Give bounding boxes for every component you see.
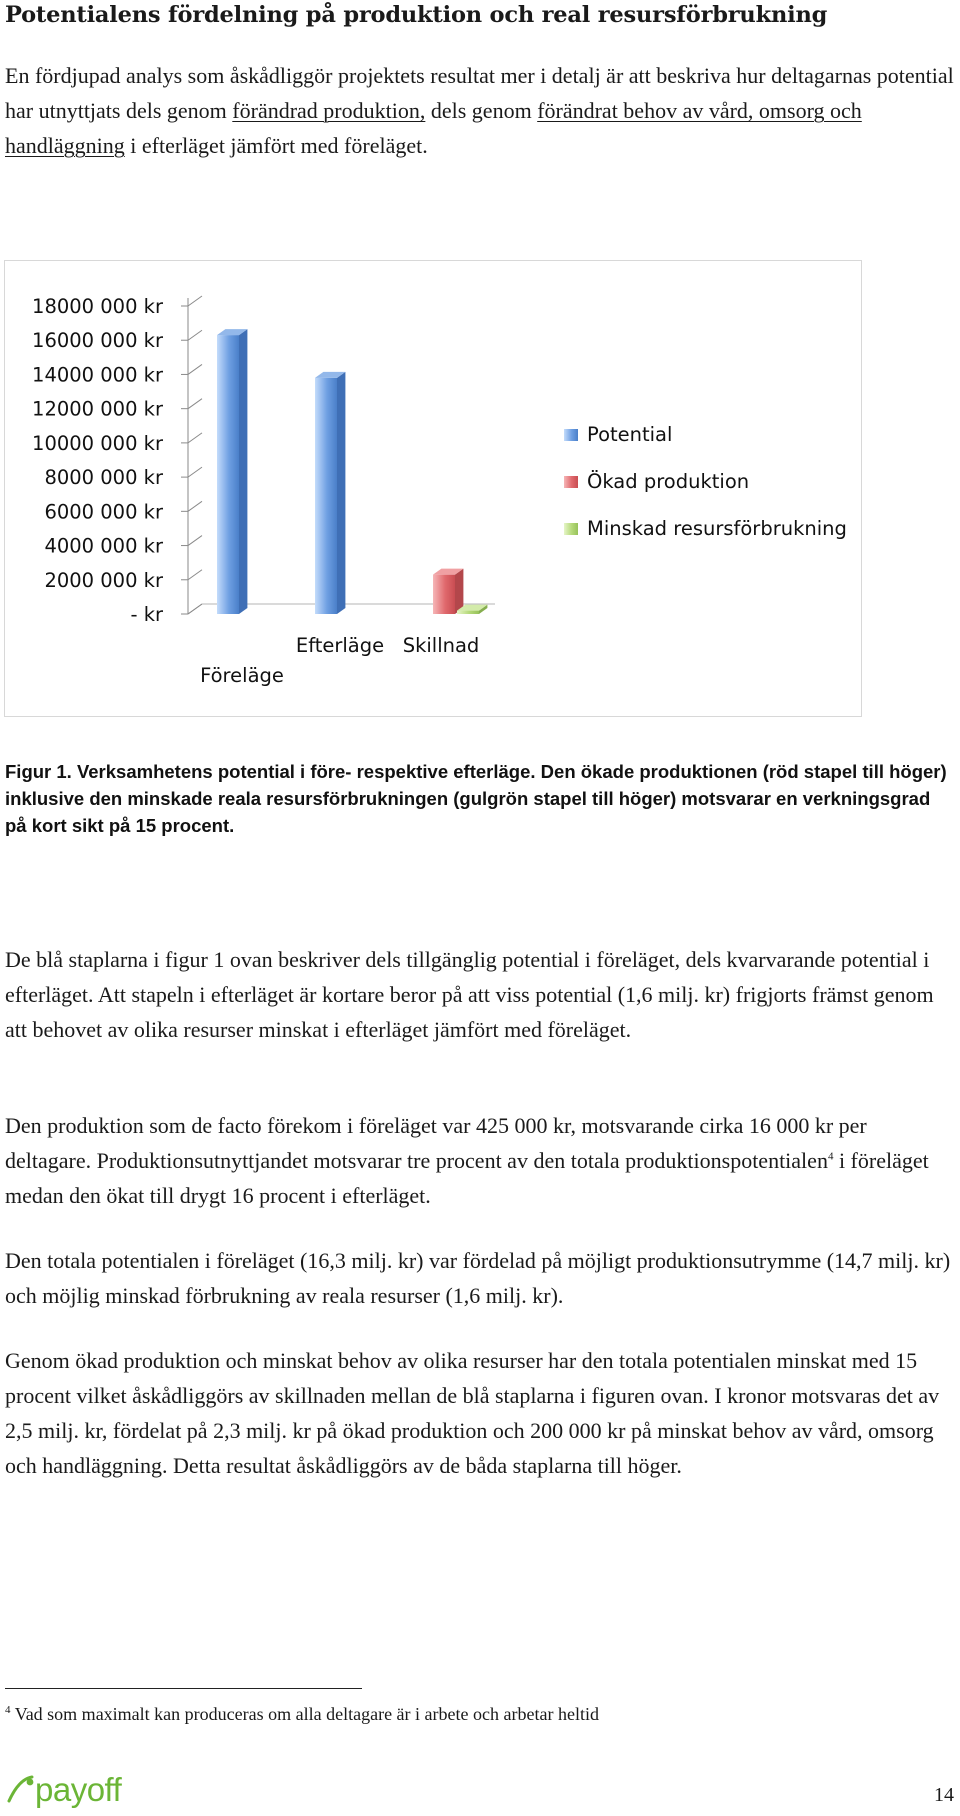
label-layer xyxy=(32,295,479,687)
footnote-mark: 4 xyxy=(5,1704,11,1716)
y-gridline-stub xyxy=(188,536,202,546)
caption-label: Figur 1. Verksamhetens potential i före- respektive efterläge. xyxy=(5,761,536,782)
footnote xyxy=(5,1702,599,1726)
intro-text-1: En fördjupad analys som åskådliggör projektets resultat mer i detalj är att beskriva hur deltagarnas potential har utnyttjats dels genom xyxy=(5,63,954,123)
paragraph-3: Den totala potentialen i föreläget (16,3 milj. kr) var fördelad på möjligt produktionsutrymme (14,7 milj. kr) och möjlig minskad förbrukning av reala resurser (1,6 milj. kr). xyxy=(5,1248,951,1308)
x-category-label: Efterläge xyxy=(295,634,385,657)
y-tick-label: 2000 000 kr xyxy=(44,568,163,592)
y-gridline-stub xyxy=(188,433,202,443)
y-gridline-stub xyxy=(188,399,202,409)
intro-text-2: dels genom xyxy=(425,98,538,123)
y-tick-label: 8000 000 kr xyxy=(44,466,163,490)
paragraph-2-start: Den produktion som de facto förekom i föreläget var 425 000 kr, motsvarande cirka 16 000 kr per deltagare. Produktionsutnyttjandet motsvarar tre procent av den totala produktionspotentialen xyxy=(5,1113,867,1173)
legend xyxy=(564,423,847,540)
legend-label: Ökad produktion xyxy=(587,470,750,493)
legend-swatch xyxy=(564,429,578,441)
caption-text: Den ökade produktionen (röd stapel till höger) inklusive den minskade reala resursförbrukningen (gulgrön stapel till höger) motsvarar en verkningsgrad på kort sikt på 15 procent. xyxy=(5,761,947,836)
y-gridline-stub xyxy=(188,570,202,580)
y-tick-label: 6000 000 kr xyxy=(44,500,163,524)
intro-paragraph xyxy=(5,58,955,163)
y-gridline-stub xyxy=(188,364,202,374)
intro-underlined-2: förändrat behov av vård, omsorg och handläggning xyxy=(5,98,862,158)
paragraph-2 xyxy=(5,1108,955,1213)
y-tick-label: 18000 000 kr xyxy=(32,295,163,318)
logo-wordmark: payoff xyxy=(35,1771,122,1808)
y-tick-label: 16000 000 kr xyxy=(32,329,163,353)
payoff-logo xyxy=(5,1773,135,1811)
bar xyxy=(433,575,455,614)
bar-side xyxy=(239,329,247,614)
figure-caption xyxy=(5,758,955,839)
paragraph-4: Genom ökad produktion och minskat behov av olika resurser har den totala potentialen minskat med 15 procent vilket åskådliggörs av skillnaden mellan de blå staplarna i figuren ovan. I kronor motsvaras det av 2,5 milj. kr, fördelat på 2,3 milj. kr på ökad produktion och 200 000 kr på minskat behov av vård, omsorg och handläggning. Detta resultat åskådliggörs av de båda staplarna till höger. xyxy=(5,1348,940,1478)
bar xyxy=(457,611,479,614)
legend-swatch xyxy=(564,476,578,488)
y-tick-label: 14000 000 kr xyxy=(32,363,163,387)
section-heading: Potentialens fördelning på produktion och real resursförbrukning xyxy=(5,2,828,28)
legend-swatch xyxy=(564,523,578,535)
chart-frame xyxy=(4,260,862,717)
page-number: 14 xyxy=(934,1784,954,1806)
bar-layer xyxy=(217,329,487,614)
bar xyxy=(315,378,337,614)
intro-text-3: i efterläget jämfört med föreläget. xyxy=(124,133,428,158)
footnote-divider xyxy=(5,1688,362,1689)
x-category-label: Skillnad xyxy=(402,634,480,657)
paragraph-2-end: i föreläget medan den ökat till drygt 16 procent i efterläget. xyxy=(5,1148,929,1208)
y-gridline-stub xyxy=(188,604,202,614)
y-gridline-stub xyxy=(188,296,202,306)
legend-label: Potential xyxy=(587,423,673,446)
y-tick-label: - kr xyxy=(130,603,163,626)
bar xyxy=(217,335,239,614)
y-tick-label: 10000 000 kr xyxy=(32,431,163,455)
y-tick-label: 12000 000 kr xyxy=(32,397,163,421)
legend-label: Minskad resursförbrukning xyxy=(587,517,847,540)
y-gridline-stub xyxy=(188,330,202,340)
bar-chart xyxy=(5,261,861,716)
bar-side xyxy=(337,372,345,614)
y-gridline-stub xyxy=(188,467,202,477)
x-category-label: Föreläge xyxy=(200,664,284,687)
y-gridline-stub xyxy=(188,501,202,511)
paragraph-1: De blå staplarna i figur 1 ovan beskriver dels tillgänglig potential i föreläget, dels kvarvarande potential i efterläget. Att stapeln i efterläget är kortare beror på att viss potential (1,6 milj. kr) frigjorts främst genom att behovet av olika resurser minskat i efterläget jämfört med föreläget. xyxy=(5,947,934,1042)
logo-mark-icon xyxy=(5,1773,35,1811)
intro-underlined-1: förändrad produktion, xyxy=(232,98,426,123)
y-tick-label: 4000 000 kr xyxy=(44,534,163,558)
footnote-ref[interactable]: 4 xyxy=(827,1150,834,1163)
footnote-text: Vad som maximalt kan produceras om alla deltagare är i arbete och arbetar heltid xyxy=(14,1704,599,1724)
